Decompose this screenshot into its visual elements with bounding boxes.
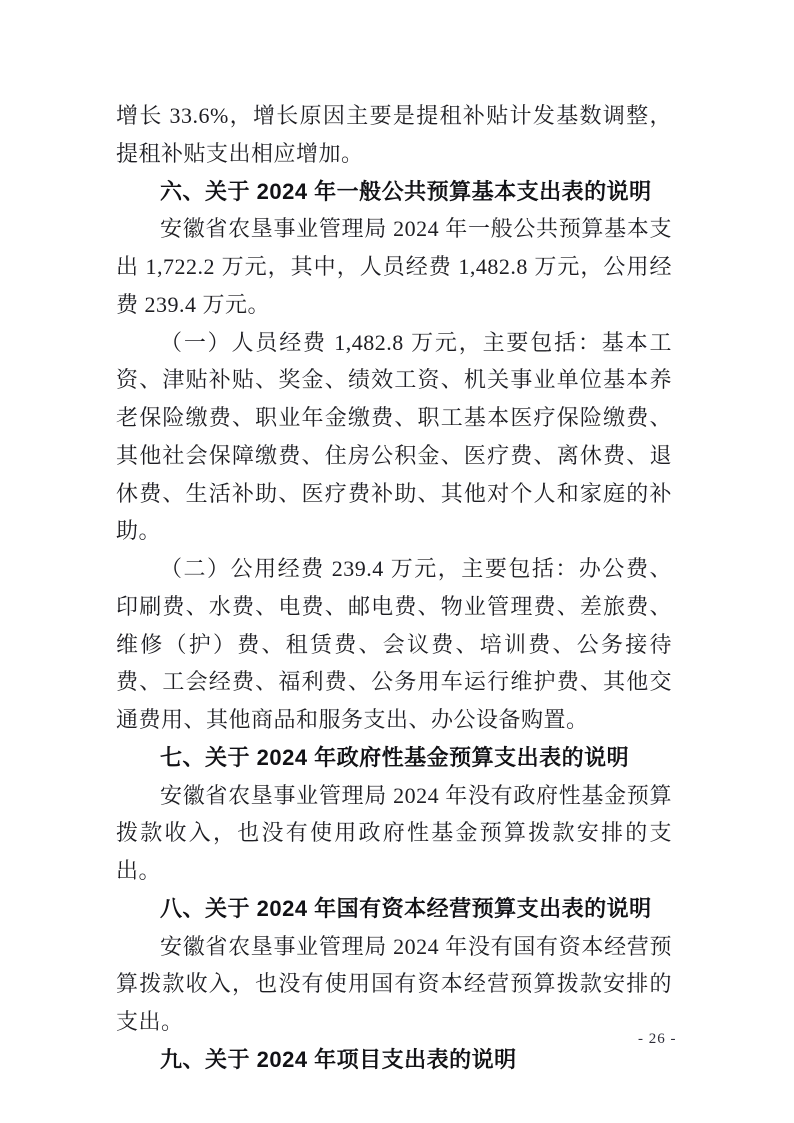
section-heading-9-project-expenditure: 九、关于 2024 年项目支出表的说明 (160, 1046, 517, 1072)
paragraph-rent-subsidy-continuation: 增长 33.6%，增长原因主要是提租补贴计发基数调整，提租补贴支出相应增加。 (116, 103, 672, 166)
section-heading-8-state-capital-budget: 八、关于 2024 年国有资本经营预算支出表的说明 (160, 895, 652, 921)
page-number: - 26 - (638, 1031, 677, 1047)
paragraph-public-expense-detail: （二）公用经费 239.4 万元，主要包括：办公费、印刷费、水费、电费、邮电费、物业管理费、差旅费、维修（护）费、租赁费、会议费、培训费、公务接待费、工会经费、福利费、公务用车运行维护费、其他交通费用、其他商品和服务支出、办公设备购置。 (116, 556, 672, 732)
paragraph-government-fund-statement: 安徽省农垦事业管理局 2024 年没有政府性基金预算拨款收入，也没有使用政府性基金预算拨款安排的支出。 (116, 782, 672, 883)
document-content (116, 97, 672, 1079)
paragraph-basic-expenditure-total: 安徽省农垦事业管理局 2024 年一般公共预算基本支出 1,722.2 万元，其中，人员经费 1,482.8 万元，公用经费 239.4 万元。 (116, 216, 672, 317)
section-heading-7-government-fund-budget: 七、关于 2024 年政府性基金预算支出表的说明 (160, 744, 630, 770)
paragraph-state-capital-statement: 安徽省农垦事业管理局 2024 年没有国有资本经营预算拨款收入，也没有使用国有资本经营预算拨款安排的支出。 (116, 933, 672, 1034)
section-heading-6-basic-expenditure: 六、关于 2024 年一般公共预算基本支出表的说明 (160, 178, 652, 204)
paragraph-personnel-expense-detail: （一）人员经费 1,482.8 万元，主要包括：基本工资、津贴补贴、奖金、绩效工资、机关事业单位基本养老保险缴费、职业年金缴费、职工基本医疗保险缴费、其他社会保障缴费、住房公积金、医疗费、离休费、退休费、生活补助、医疗费补助、其他对个人和家庭的补助。 (116, 329, 672, 544)
